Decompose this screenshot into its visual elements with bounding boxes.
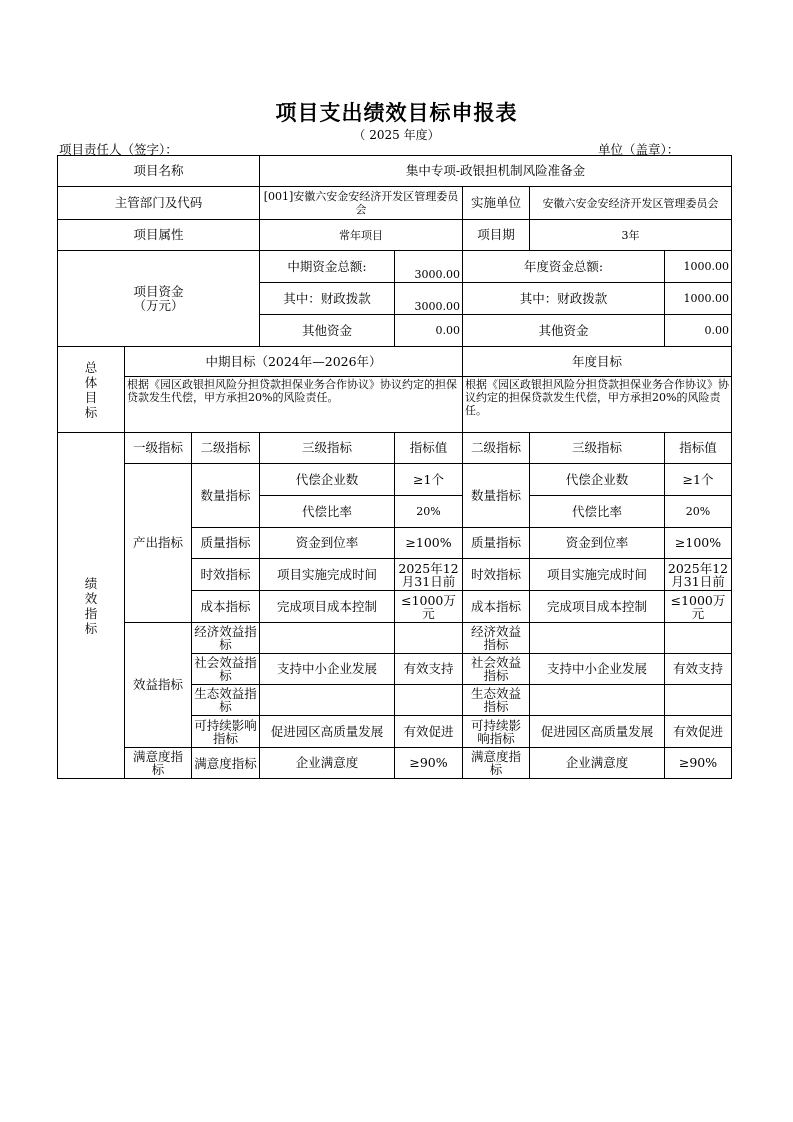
mid-goal-text: 根据《园区政银担风险分担贷款担保业务合作协议》协议约定的担保贷款发生代偿，甲方承担20%的风险责任。 [125,377,463,433]
header-level2-annual: 二级指标 [463,433,530,464]
mid-fiscal-value: 3000.00 [395,283,463,315]
annual-fiscal-value: 1000.00 [665,283,732,315]
value-enterprise-satisfaction-annual: ≥90% [665,748,732,779]
row-comp-rate: 代偿比率 [260,496,395,528]
econ-indicator-label-annual: 经济效益指标 [463,623,530,654]
funds-label: 项目资金（万元） [58,251,260,347]
mid-total-label: 中期资金总额: [260,251,395,283]
period-label: 项目期 [463,220,530,251]
sustain-indicator-label-annual: 可持续影响指标 [463,716,530,748]
value-cost-control: ≤1000万元 [395,591,463,623]
econ-indicator-label: 经济效益指标 [192,623,260,654]
dept-label: 主管部门及代码 [58,187,260,220]
qty-indicator-label-annual: 数量指标 [463,464,530,528]
header-value: 指标值 [395,433,463,464]
year-line: （ 2025 年度） [353,128,440,142]
row-support-sme: 支持中小企业发展 [260,654,395,685]
row-eco-empty [260,685,395,716]
value-comp-rate-annual: 20% [665,496,732,528]
value-completion-time-annual: 2025年12月31日前 [665,559,732,591]
value-funds-rate: ≥100% [395,528,463,559]
mid-fiscal-label: 其中：财政拨款 [260,283,395,315]
row-comp-rate-annual: 代偿比率 [530,496,665,528]
satisfaction-level2-label-annual: 满意度指标 [463,748,530,779]
value-enterprise-satisfaction: ≥90% [395,748,463,779]
quality-indicator-label: 质量指标 [192,528,260,559]
annual-other-value: 0.00 [665,315,732,347]
row-cost-control-annual: 完成项目成本控制 [530,591,665,623]
social-indicator-label-annual: 社会效益指标 [463,654,530,685]
mid-other-label: 其他资金 [260,315,395,347]
qty-indicator-label: 数量指标 [192,464,260,528]
row-eco-empty-annual [530,685,665,716]
row-funds-rate: 资金到位率 [260,528,395,559]
value-eco-empty [395,685,463,716]
row-enterprise-satisfaction-annual: 企业满意度 [530,748,665,779]
header-level3-annual: 三级指标 [530,433,665,464]
row-park-development-annual: 促进园区高质量发展 [530,716,665,748]
eco-indicator-label-annual: 生态效益指标 [463,685,530,716]
overall-goal-label: 总体目标 [58,347,125,433]
satisfaction-level2-label: 满意度指标 [192,748,260,779]
row-completion-time-annual: 项目实施完成时间 [530,559,665,591]
mid-total-value: 3000.00 [395,251,463,283]
row-funds-rate-annual: 资金到位率 [530,528,665,559]
annual-total-label: 年度资金总额: [463,251,665,283]
perf-indicator-label: 绩效指标 [58,433,125,779]
header-level3: 三级指标 [260,433,395,464]
value-econ-empty [395,623,463,654]
social-indicator-label: 社会效益指标 [192,654,260,685]
unit-seal-label: 单位（盖章）： [598,142,680,157]
row-econ-empty [260,623,395,654]
header-level1: 一级指标 [125,433,192,464]
annual-total-value: 1000.00 [665,251,732,283]
attr-label: 项目属性 [58,220,260,251]
header-value-annual: 指标值 [665,433,732,464]
mid-other-value: 0.00 [395,315,463,347]
cost-indicator-label-annual: 成本指标 [463,591,530,623]
attr-value: 常年项目 [260,220,463,251]
value-park-development: 有效促进 [395,716,463,748]
project-name-value: 集中专项-政银担机制风险准备金 [260,156,732,187]
annual-goal-header: 年度目标 [463,347,732,377]
output-indicator-label: 产出指标 [125,464,192,623]
cost-indicator-label: 成本指标 [192,591,260,623]
annual-goal-text: 根据《园区政银担风险分担贷款担保业务合作协议》协议约定的担保贷款发生代偿，甲方承担20%的风险责任。 [463,377,732,433]
value-econ-empty-annual [665,623,732,654]
value-support-sme-annual: 有效支持 [665,654,732,685]
annual-other-label: 其他资金 [463,315,665,347]
quality-indicator-label-annual: 质量指标 [463,528,530,559]
row-econ-empty-annual [530,623,665,654]
row-comp-count: 代偿企业数 [260,464,395,496]
dept-value: [001]安徽六安金安经济开发区管理委员会 [260,187,463,220]
project-name-label: 项目名称 [58,156,260,187]
eco-indicator-label: 生态效益指标 [192,685,260,716]
value-support-sme: 有效支持 [395,654,463,685]
responsible-person-label: 项目责任人（签字）： [59,142,178,157]
satisfaction-level1-label: 满意度指标 [125,748,192,779]
value-comp-rate: 20% [395,496,463,528]
value-funds-rate-annual: ≥100% [665,528,732,559]
header-level2: 二级指标 [192,433,260,464]
row-comp-count-annual: 代偿企业数 [530,464,665,496]
time-indicator-label: 时效指标 [192,559,260,591]
time-indicator-label-annual: 时效指标 [463,559,530,591]
row-support-sme-annual: 支持中小企业发展 [530,654,665,685]
value-cost-control-annual: ≤1000万元 [665,591,732,623]
sustain-indicator-label: 可持续影响指标 [192,716,260,748]
page-title: 项目支出绩效目标申报表 [275,100,518,125]
value-park-development-annual: 有效促进 [665,716,732,748]
benefit-indicator-label: 效益指标 [125,623,192,748]
performance-goal-table [57,155,732,779]
value-comp-count-annual: ≥1个 [665,464,732,496]
row-completion-time: 项目实施完成时间 [260,559,395,591]
row-enterprise-satisfaction: 企业满意度 [260,748,395,779]
mid-goal-header: 中期目标（2024年—2026年） [125,347,463,377]
annual-fiscal-label: 其中：财政拨款 [463,283,665,315]
impl-unit-label: 实施单位 [463,187,530,220]
period-value: 3年 [530,220,732,251]
value-comp-count: ≥1个 [395,464,463,496]
row-park-development: 促进园区高质量发展 [260,716,395,748]
impl-unit-value: 安徽六安金安经济开发区管理委员会 [530,187,732,220]
value-completion-time: 2025年12月31日前 [395,559,463,591]
value-eco-empty-annual [665,685,732,716]
row-cost-control: 完成项目成本控制 [260,591,395,623]
